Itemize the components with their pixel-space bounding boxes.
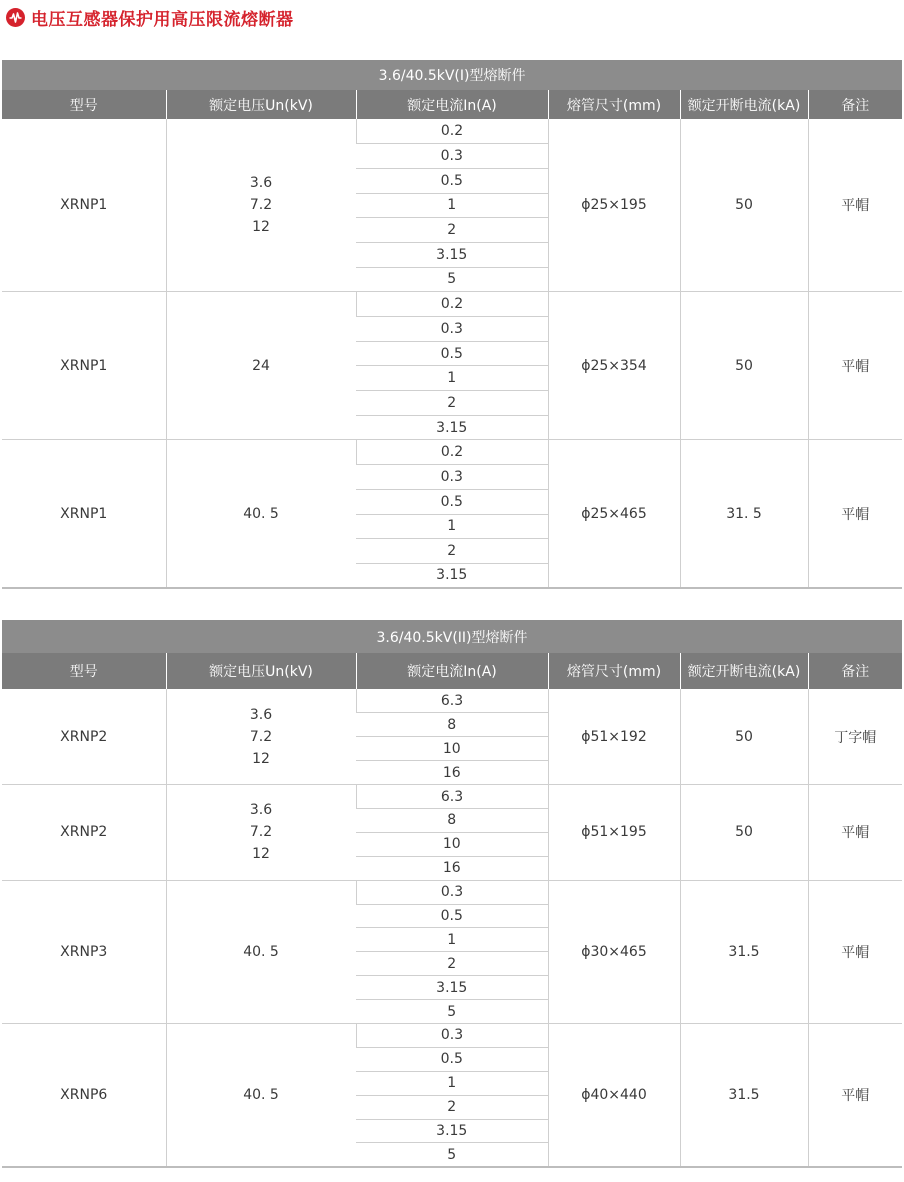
note-cell: 平帽 (808, 1023, 902, 1166)
current-cell: 16 (356, 856, 548, 880)
voltage-value: 12 (252, 846, 270, 863)
header-breaking: 额定开断电流(kA) (680, 653, 808, 689)
header-model: 型号 (2, 653, 166, 689)
table-caption: 3.6/40.5kV(II)型熔断件 (2, 620, 902, 653)
note-cell: 平帽 (808, 440, 902, 588)
voltage-value: 24 (252, 357, 270, 374)
header-size: 熔管尺寸(mm) (548, 90, 680, 119)
current-cell: 2 (356, 1095, 548, 1119)
current-cell: 1 (356, 928, 548, 952)
note-cell: 丁字帽 (808, 689, 902, 785)
voltage-value: 40. 5 (243, 943, 279, 960)
current-cell: 0.5 (356, 489, 548, 514)
voltage-cell (166, 440, 356, 588)
table-row (2, 119, 902, 144)
current-cell: 0.3 (356, 465, 548, 490)
spec-table-2 (2, 620, 902, 1168)
header-note: 备注 (808, 653, 902, 689)
size-cell: ϕ51×192 (548, 689, 680, 785)
note-cell: 平帽 (808, 880, 902, 1023)
current-cell: 5 (356, 1000, 548, 1024)
header-size: 熔管尺寸(mm) (548, 653, 680, 689)
current-cell: 2 (356, 218, 548, 243)
breaking-cell: 50 (680, 292, 808, 440)
current-cell: 5 (356, 1143, 548, 1167)
current-cell: 8 (356, 808, 548, 832)
table-body (2, 119, 902, 588)
header-note: 备注 (808, 90, 902, 119)
current-cell: 0.2 (356, 292, 548, 317)
current-cell: 0.5 (356, 904, 548, 928)
table-body (2, 689, 902, 1167)
current-cell: 3.15 (356, 242, 548, 267)
model-cell: XRNP3 (2, 880, 166, 1023)
voltage-value: 7.2 (249, 728, 273, 745)
spec-table-1 (2, 60, 902, 589)
voltage-value: 40. 5 (243, 1086, 279, 1103)
voltage-value: 7.2 (249, 197, 273, 214)
current-cell: 3.15 (356, 563, 548, 588)
current-cell: 0.3 (356, 144, 548, 169)
current-cell: 3.15 (356, 976, 548, 1000)
current-cell: 3.15 (356, 415, 548, 440)
header-voltage: 额定电压Un(kV) (166, 90, 356, 119)
current-cell: 0.2 (356, 119, 548, 144)
voltage-value: 12 (252, 219, 270, 236)
voltage-cell (166, 292, 356, 440)
voltage-cell (166, 880, 356, 1023)
current-cell: 0.3 (356, 880, 548, 904)
model-cell: XRNP1 (2, 119, 166, 292)
breaking-cell: 31.5 (680, 880, 808, 1023)
model-cell: XRNP6 (2, 1023, 166, 1166)
header-current: 额定电流In(A) (356, 90, 548, 119)
voltage-cell (166, 1023, 356, 1166)
current-cell: 0.3 (356, 317, 548, 342)
page-title (6, 4, 294, 30)
current-cell: 0.5 (356, 168, 548, 193)
table-caption: 3.6/40.5kV(I)型熔断件 (2, 60, 902, 90)
current-cell: 6.3 (356, 689, 548, 713)
current-cell: 8 (356, 713, 548, 737)
table-row (2, 785, 902, 809)
current-cell: 0.3 (356, 1023, 548, 1047)
size-cell: ϕ25×195 (548, 119, 680, 292)
current-cell: 1 (356, 193, 548, 218)
breaking-cell: 50 (680, 689, 808, 785)
voltage-value: 3.6 (249, 175, 273, 192)
current-cell: 16 (356, 761, 548, 785)
current-cell: 2 (356, 539, 548, 564)
size-cell: ϕ40×440 (548, 1023, 680, 1166)
brand-logo-icon (6, 8, 25, 27)
model-cell: XRNP2 (2, 785, 166, 881)
voltage-value: 3.6 (249, 802, 273, 819)
breaking-cell: 31.5 (680, 1023, 808, 1166)
header-model: 型号 (2, 90, 166, 119)
breaking-cell: 50 (680, 785, 808, 881)
current-cell: 2 (356, 391, 548, 416)
table-row (2, 292, 902, 317)
current-cell: 0.2 (356, 440, 548, 465)
size-cell: ϕ25×465 (548, 440, 680, 588)
breaking-cell: 50 (680, 119, 808, 292)
current-cell: 1 (356, 1071, 548, 1095)
current-cell: 10 (356, 737, 548, 761)
model-cell: XRNP2 (2, 689, 166, 785)
size-cell: ϕ25×354 (548, 292, 680, 440)
breaking-cell: 31. 5 (680, 440, 808, 588)
current-cell: 2 (356, 952, 548, 976)
size-cell: ϕ30×465 (548, 880, 680, 1023)
voltage-cell (166, 689, 356, 785)
voltage-cell (166, 785, 356, 881)
header-voltage: 额定电压Un(kV) (166, 653, 356, 689)
size-cell: ϕ51×195 (548, 785, 680, 881)
page-title-text: 电压互感器保护用高压限流熔断器 (31, 9, 294, 30)
table-row (2, 689, 902, 713)
model-cell: XRNP1 (2, 440, 166, 588)
current-cell: 10 (356, 832, 548, 856)
current-cell: 0.5 (356, 341, 548, 366)
note-cell: 平帽 (808, 119, 902, 292)
voltage-value: 3.6 (249, 706, 273, 723)
current-cell: 1 (356, 366, 548, 391)
note-cell: 平帽 (808, 292, 902, 440)
current-cell: 5 (356, 267, 548, 292)
table-row (2, 880, 902, 904)
header-current: 额定电流In(A) (356, 653, 548, 689)
table-row (2, 1023, 902, 1047)
note-cell: 平帽 (808, 785, 902, 881)
voltage-value: 40. 5 (243, 505, 279, 522)
voltage-value: 7.2 (249, 824, 273, 841)
current-cell: 0.5 (356, 1047, 548, 1071)
current-cell: 6.3 (356, 785, 548, 809)
header-breaking: 额定开断电流(kA) (680, 90, 808, 119)
model-cell: XRNP1 (2, 292, 166, 440)
voltage-cell (166, 119, 356, 292)
current-cell: 1 (356, 514, 548, 539)
current-cell: 3.15 (356, 1119, 548, 1143)
table-row (2, 440, 902, 465)
voltage-value: 12 (252, 750, 270, 767)
